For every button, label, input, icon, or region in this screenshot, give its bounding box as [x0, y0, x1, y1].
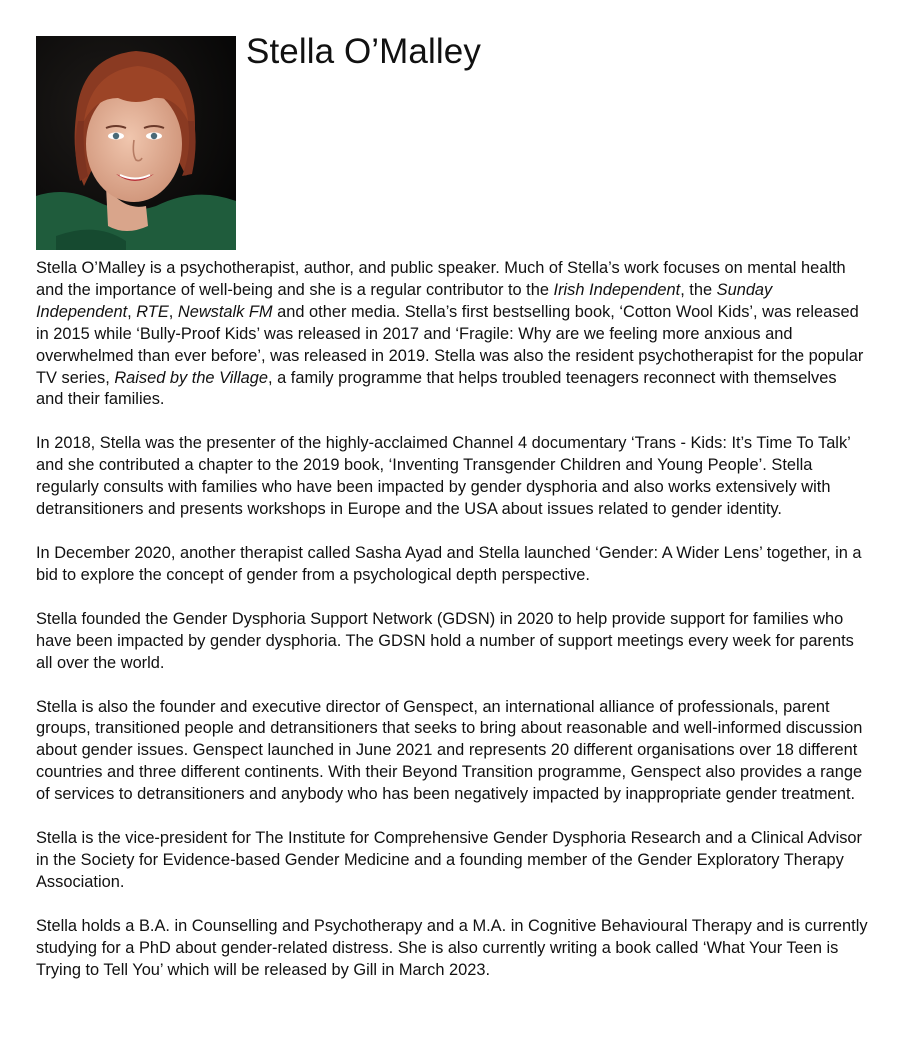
bio-text: Stella O’Malley is a psychotherapist, author, and public speaker. Much of Stella’s work focuses on mental health and the importance of well-being and she is a regular contributor to the — [36, 259, 846, 299]
publication-title: Irish Independent — [553, 280, 681, 299]
biography — [36, 258, 868, 1003]
bio-paragraph-7: Stella holds a B.A. in Counselling and Psychotherapy and a M.A. in Cognitive Behavioural Therapy and is currently studying for a PhD about gender-related distress. She is also currently writing a book called ‘What Your Teen is Trying to Tell You’ which will be released by Gill in March 2023. — [36, 916, 868, 979]
media-outlet: RTE — [136, 302, 169, 321]
bio-paragraph-3: In December 2020, another therapist called Sasha Ayad and Stella launched ‘Gender: A Wider Lens’ together, in a bid to explore the concept of gender from a psychological depth perspective. — [36, 543, 862, 584]
bio-text: and other media. Stella’s first bestselling book, ‘Cotton Wool Kids’, was released in 2015 while ‘Bully-Proof Kids’ was released in 2017 and ‘Fragile: Why are we feeling more anxious and overwhelmed than ever before’, was released in 2019. Stella was also the resident psychotherapist for the popular TV series, — [36, 302, 864, 387]
tv-series-title: Raised by the Village — [114, 368, 269, 387]
bio-paragraph-1 — [36, 258, 868, 411]
bio-text: , the — [680, 280, 717, 299]
bio-text: , a family programme that helps troubled teenagers reconnect with themselves and their families. — [36, 368, 837, 409]
media-outlet: Newstalk FM — [177, 302, 273, 321]
bio-text: , — [127, 302, 137, 321]
bio-paragraph-2: In 2018, Stella was the presenter of the highly-acclaimed Channel 4 documentary ‘Trans - Kids: It’s Time To Talk’ and she contributed a chapter to the 2019 book, ‘Inventing Transgender Children and Young People’. Stella regularly consults with families who have been impacted by gender dysphoria and also works extensively with detransitioners and presents workshops in Europe and the USA about issues related to gender identity. — [36, 434, 851, 519]
portrait-photo — [36, 36, 236, 250]
bio-paragraph-5: Stella is also the founder and executive director of Genspect, an international alliance of professionals, parent groups, transitioned people and detransitioners that seeks to bring about reasonable and well-informed discussion about gender issues. Genspect launched in June 2021 and represents 20 different organisations over 18 different countries and three different continents. With their Beyond Transition programme, Genspect also provides a range of services to detransitioners and anybody who has been negatively impacted by inappropriate gender treatment. — [36, 697, 863, 804]
publication-title: Sunday Independent — [36, 280, 773, 321]
bio-text: , — [168, 302, 178, 321]
portrait-illustration — [36, 36, 236, 250]
bio-paragraph-4: Stella founded the Gender Dysphoria Support Network (GDSN) in 2020 to help provide support for families who have been impacted by gender dysphoria. The GDSN hold a number of support meetings every week for parents all over the world. — [36, 609, 854, 672]
bio-paragraph-6: Stella is the vice-president for The Institute for Comprehensive Gender Dysphoria Research and a Clinical Advisor in the Society for Evidence-based Gender Medicine and a founding member of the Gender Exploratory Therapy Association. — [36, 829, 863, 891]
profile-name: Stella O’Malley — [246, 32, 481, 71]
